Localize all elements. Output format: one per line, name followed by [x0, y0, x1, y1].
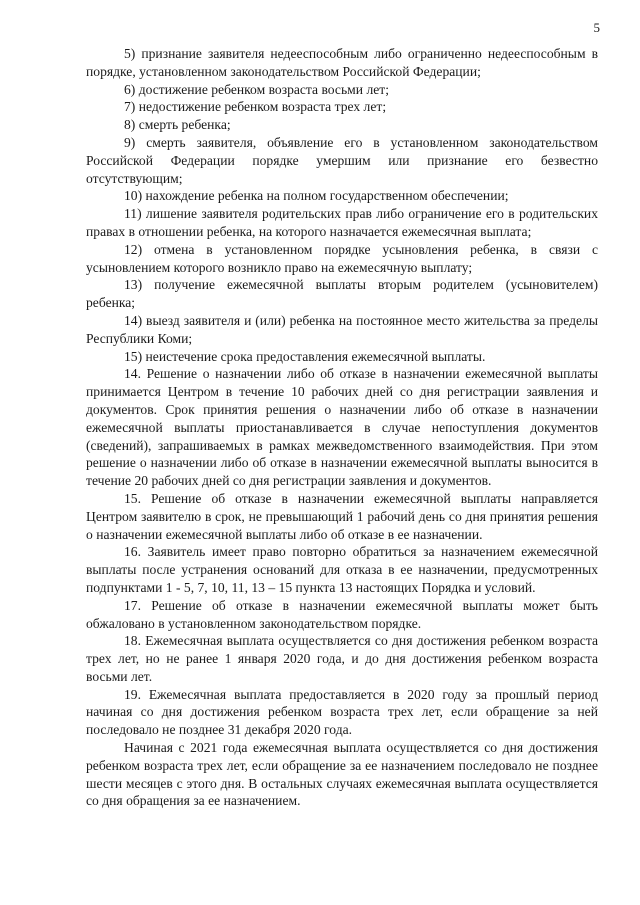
paragraph-item-6: 6) достижение ребенком возраста восьми лет; [124, 81, 389, 97]
clause-16: 16. Заявитель имеет право повторно обратиться за назначением ежемесячной выплаты после устранения оснований для отказа в ее назначении, предусмотренных подпунктами 1 - 5, 7, 10, 11, 13 – 15 пункта 13 настоящих Порядка и условий. [86, 544, 598, 595]
paragraph-item-10: 10) нахождение ребенка на полном государственном обеспечении; [124, 188, 509, 204]
clause-14: 14. Решение о назначении либо об отказе в назначении ежемесячной выплаты принимается Центром в течение 10 рабочих дней со дня регистрации заявления и документов. Срок принятия решения о назначении либо об отказе в назначении ежемесячной выплаты приостанавливается в случае непоступления документов (сведений), запрашиваемых в рамках межведомственного взаимодействия. При этом решение о назначении либо об отказе в назначении ежемесячной выплаты выносится в течение 20 рабочих дней со дня регистрации заявления и документов. [86, 366, 598, 489]
paragraph-item-8: 8) смерть ребенка; [124, 117, 231, 133]
paragraph-item-9: 9) смерть заявителя, объявление его в установленном законодательством Российской Федерации порядке умершим или признание его безвестно отсутствующим; [86, 134, 598, 186]
clause-19: 19. Ежемесячная выплата предоставляется в 2020 году за прошлый период начиная со дня достижения ребенком возраста трех лет, если обращение за ней последовало не позднее 31 декабря 2020 года. [86, 686, 598, 738]
document-body [86, 45, 598, 810]
paragraph-item-7: 7) недостижение ребенком возраста трех лет; [124, 99, 387, 115]
paragraph-item-5: 5) признание заявителя недееспособным либо ограниченно недееспособным в порядке, установленном законодательством Российской Федерации; [86, 46, 598, 79]
paragraph-item-14: 14) выезд заявителя и (или) ребенка на постоянное место жительства за пределы Республики Коми; [86, 312, 598, 346]
paragraph-item-13: 13) получение ежемесячной выплаты вторым родителем (усыновителем) ребенка; [86, 277, 598, 311]
clause-19-continuation: Начиная с 2021 года ежемесячная выплата осуществляется со дня достижения ребенком возраста трех лет, если обращение за ее назначением последовало не позднее шести месяцев с этого дня. В остальных случаях ежемесячная выплата осуществляется со дня обращения за ее назначением. [86, 740, 598, 809]
paragraph-item-15: 15) неистечение срока предоставления ежемесячной выплаты. [124, 348, 486, 364]
page-number: 5 [593, 20, 600, 35]
clause-17: 17. Решение об отказе в назначении ежемесячной выплаты может быть обжаловано в установленном законодательством порядке. [86, 597, 598, 631]
paragraph-item-12: 12) отмена в установленном порядке усыновления ребенка, в связи с усыновлением которого возникло право на ежемесячную выплату; [86, 241, 598, 275]
paragraph-item-11: 11) лишение заявителя родительских прав либо ограничение его в родительских правах в отношении ребенка, на которого назначается ежемесячная выплата; [86, 206, 598, 239]
clause-18: 18. Ежемесячная выплата осуществляется со дня достижения ребенком возраста трех лет, но не ранее 1 января 2020 года, и до дня достижения ребенком возраста восьми лет. [86, 633, 598, 684]
clause-15: 15. Решение об отказе в назначении ежемесячной выплаты направляется Центром заявителю в срок, не превышающий 1 рабочий день со дня принятия решения о назначении ежемесячной выплаты либо об отказе в ее назначении. [86, 490, 598, 542]
